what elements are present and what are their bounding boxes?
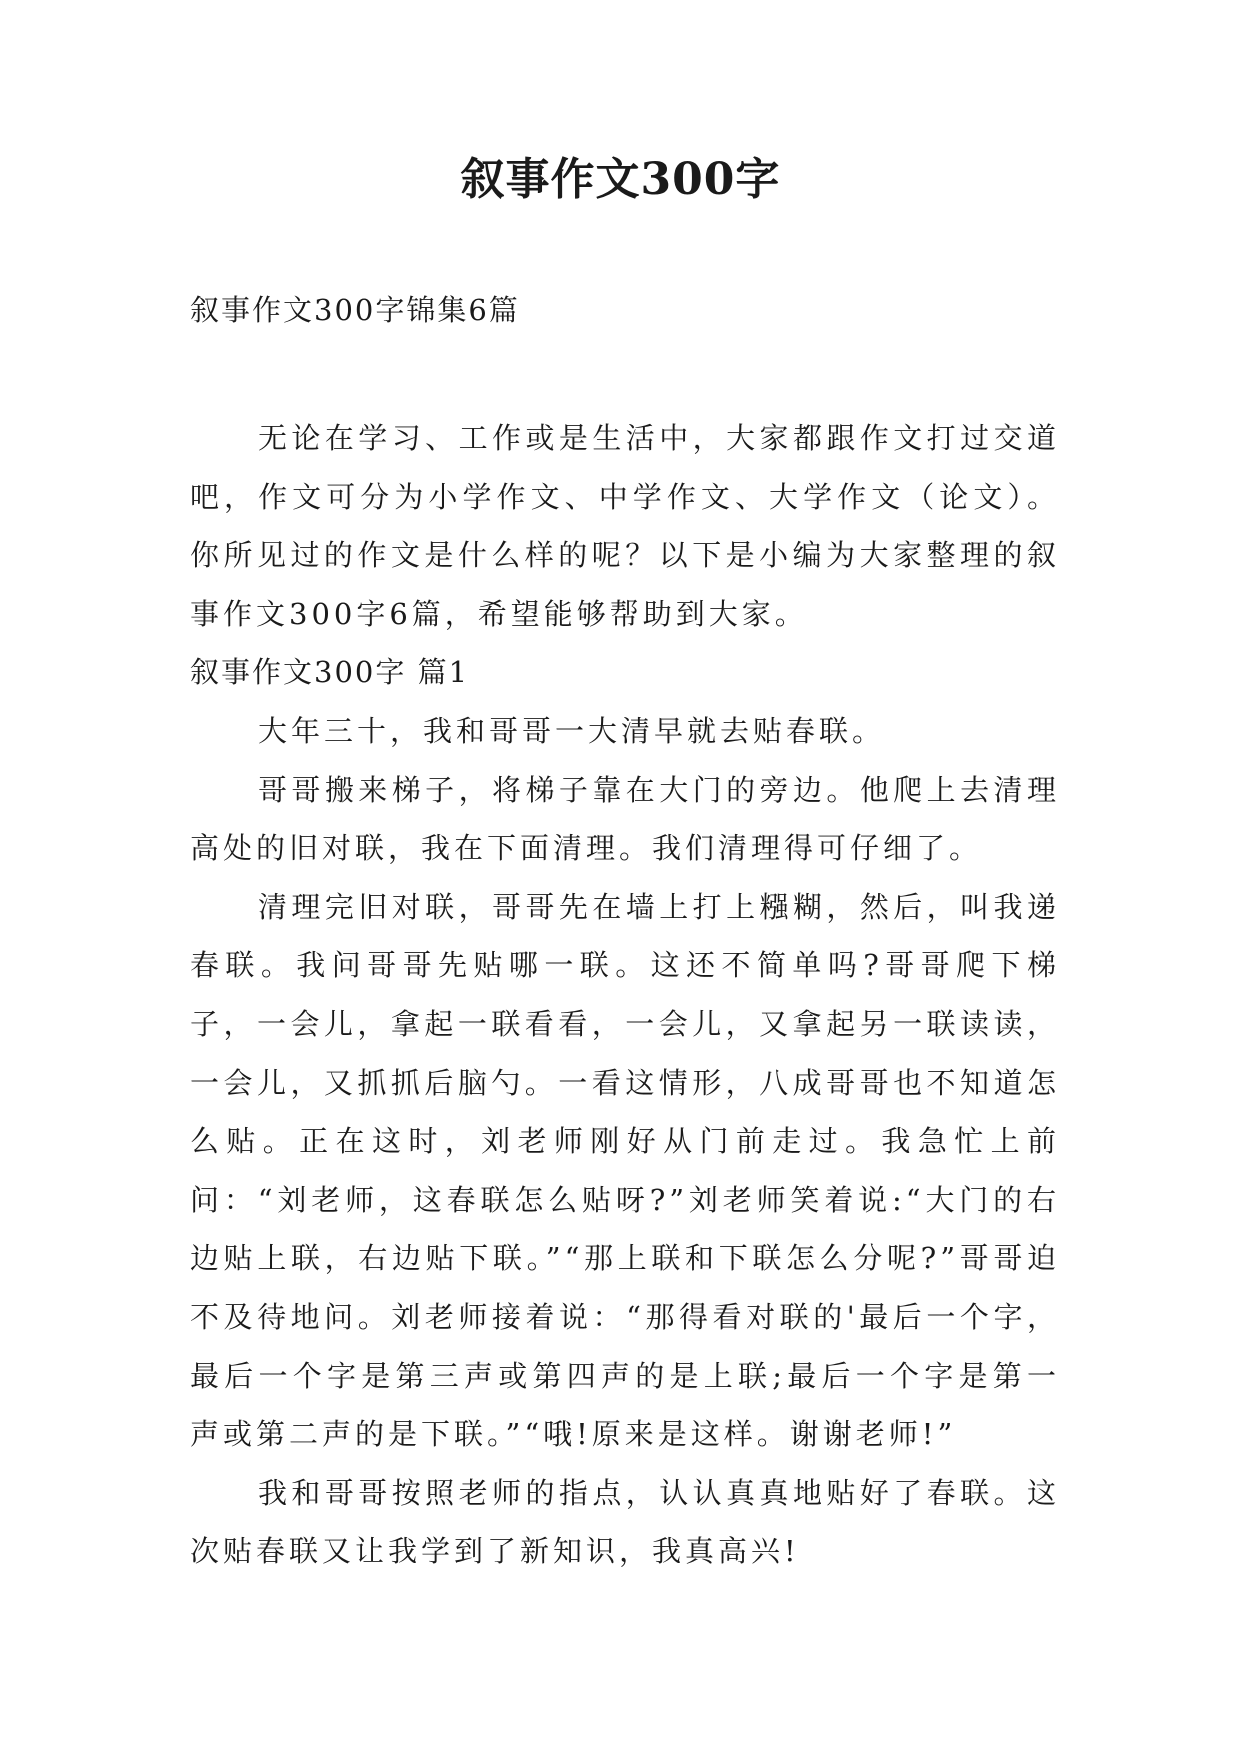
body-paragraph: 清理完旧对联，哥哥先在墙上打上糨糊，然后，叫我递春联。我问哥哥先贴哪一联。这还不简单吗?哥哥爬下梯子，一会儿，拿起一联看看，一会儿，又拿起另一联读读，一会儿，又抓抓后脑勺。一看这情形，八成哥哥也不知道怎么贴。正在这时，刘老师刚好从门前走过。我急忙上前问：“刘老师，这春联怎么贴呀?”刘老师笑着说:“大门的右边贴上联，右边贴下联。”“那上联和下联怎么分呢?”哥哥迫不及待地问。刘老师接着说：“那得看对联的'最后一个字，最后一个字是第三声或第四声的是上联;最后一个字是第一声或第二声的是下联。”“哦!原来是这样。谢谢老师!”: [190, 889, 1060, 1452]
body-paragraph: 大年三十，我和哥哥一大清早就去贴春联。: [258, 713, 886, 748]
document-body: [190, 409, 1060, 1581]
document-title: 叙事作文300字: [460, 154, 781, 205]
body-paragraph: 我和哥哥按照老师的指点，认认真真地贴好了春联。这次贴春联又让我学到了新知识，我真高兴!: [190, 1475, 1060, 1569]
section-heading: 叙事作文300字 篇1: [190, 655, 470, 690]
document-subtitle: 叙事作文300字锦集6篇: [190, 293, 520, 327]
body-paragraph: 哥哥搬来梯子，将梯子靠在大门的旁边。他爬上去清理高处的旧对联，我在下面清理。我们清理得可仔细了。: [190, 772, 1060, 866]
intro-paragraph: 无论在学习、工作或是生活中，大家都跟作文打过交道吧，作文可分为小学作文、中学作文、大学作文（论文）。你所见过的作文是什么样的呢？以下是小编为大家整理的叙事作文300字6篇，希望能够帮助到大家。: [190, 421, 1060, 631]
